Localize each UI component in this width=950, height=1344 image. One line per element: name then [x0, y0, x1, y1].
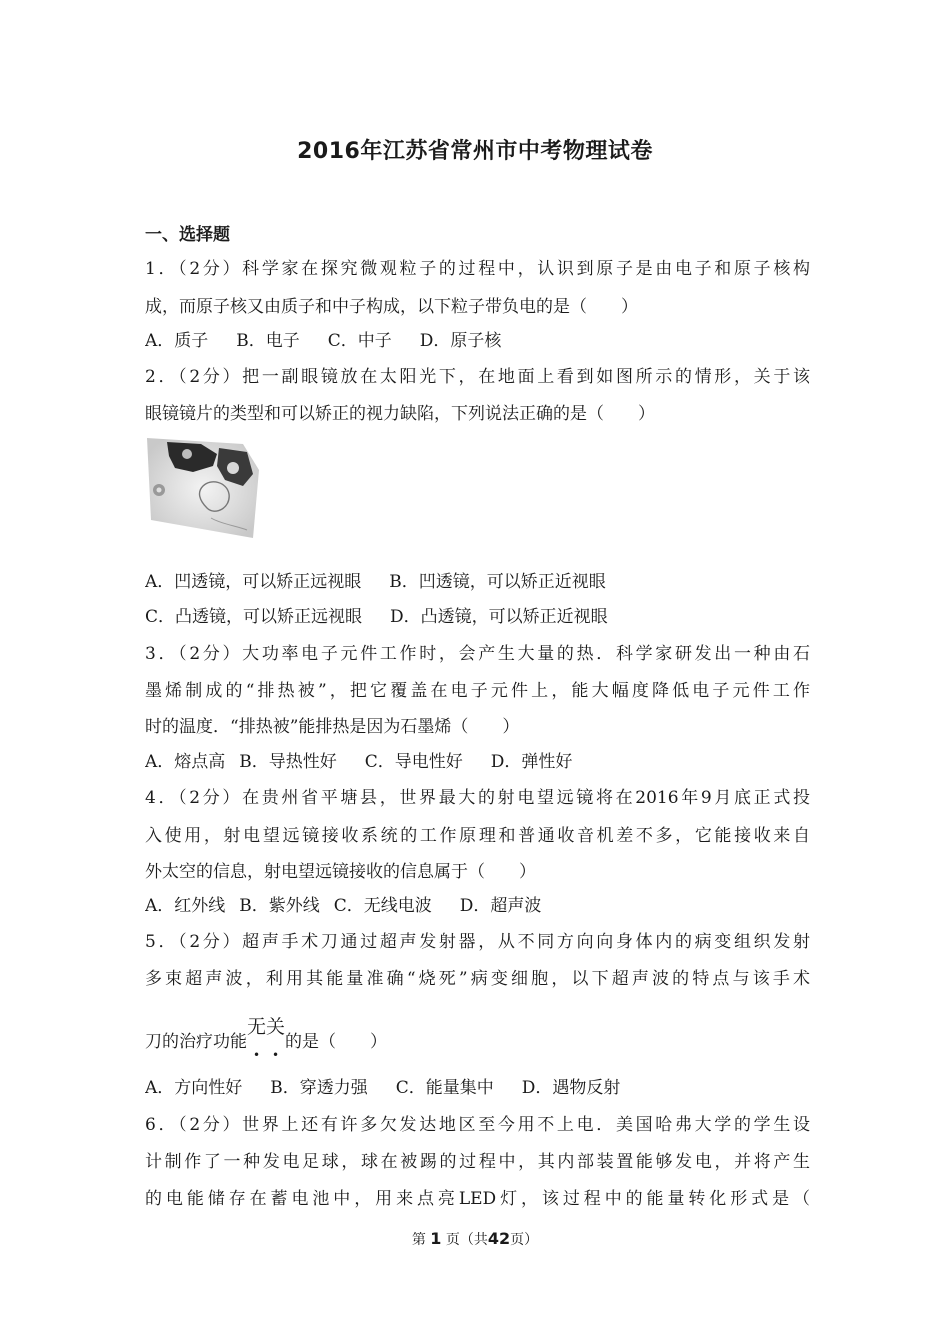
option-d: D．超声波 — [459, 896, 542, 916]
question-5-line-3 — [145, 1016, 810, 1062]
glasses-shadow-figure — [147, 438, 259, 538]
question-1-line-2: 成，而原子核又由质子和中子构成，以下粒子带负电的是（ ） — [145, 297, 638, 317]
question-3-line-3: 时的温度．“排热被”能排热是因为石墨烯（ ） — [145, 717, 520, 737]
question-2-line-2: 眼镜镜片的类型和可以矫正的视力缺陷，下列说法正确的是（ ） — [145, 404, 655, 424]
emphasis-mark — [247, 1016, 286, 1062]
option-b: B．凹透镜，可以矫正近视眼 — [389, 572, 606, 592]
question-2-options-row-2 — [145, 606, 810, 628]
option-d: D．凸透镜，可以矫正近视眼 — [390, 607, 608, 627]
option-c: C．无线电波 — [333, 896, 432, 916]
question-4-line-1: 4．（2分）在贵州省平塘县，世界最大的射电望远镜将在2016年9月底正式投 — [145, 788, 810, 808]
footer-prefix: 第 — [411, 1232, 426, 1248]
option-a: A．红外线 — [145, 896, 226, 916]
question-5-text-after: 的是（ ） — [285, 1032, 388, 1052]
question-5-line-2: 多束超声波，利用其能量准确“烧死”病变细胞，以下超声波的特点与该手术 — [145, 969, 810, 989]
option-a: A．方向性好 — [145, 1078, 243, 1098]
option-b: B．导热性好 — [239, 752, 337, 772]
question-5-text-before: 刀的治疗功能 — [145, 1032, 247, 1052]
option-c: C．凸透镜，可以矫正远视眼 — [145, 607, 363, 627]
question-3-options — [145, 751, 810, 773]
option-a: A．熔点高 — [145, 752, 226, 772]
option-b: B．穿透力强 — [270, 1078, 368, 1098]
section-heading-choice: 一、选择题 — [145, 225, 230, 245]
option-c: C．导电性好 — [364, 752, 463, 772]
question-3-line-2: 墨烯制成的“排热被”，把它覆盖在电子元件上，能大幅度降低电子元件工作 — [145, 681, 810, 701]
option-b: B．电子 — [236, 331, 300, 351]
question-4-options — [145, 895, 810, 917]
question-2-line-1: 2．（2分）把一副眼镜放在太阳光下，在地面上看到如图所示的情形，关于该 — [145, 367, 810, 387]
question-1-line-1: 1．（2分）科学家在探究微观粒子的过程中，认识到原子是由电子和原子核构 — [145, 259, 810, 279]
option-b: B．紫外线 — [239, 896, 320, 916]
option-d: D．弹性好 — [490, 752, 573, 772]
option-a: A．凹透镜，可以矫正远视眼 — [145, 572, 362, 592]
option-d: D．原子核 — [419, 331, 502, 351]
question-6-line-3: 的电能储存在蓄电池中，用来点亮LED灯，该过程中的能量转化形式是（ — [145, 1189, 810, 1209]
question-5-line-1: 5．（2分）超声手术刀通过超声发射器，从不同方向向身体内的病变组织发射 — [145, 932, 810, 952]
question-2-options-row-1 — [145, 571, 810, 593]
question-3-line-1: 3．（2分）大功率电子元件工作时，会产生大量的热．科学家研发出一种由石 — [145, 644, 810, 664]
emphasis-dots: • • — [252, 1048, 280, 1062]
question-4-line-3: 外太空的信息，射电望远镜接收的信息属于（ ） — [145, 862, 536, 882]
footer-middle: 页（共 — [445, 1232, 488, 1248]
question-4-line-2: 入使用，射电望远镜接收系统的工作原理和普通收音机差不多，它能接收来自 — [145, 826, 810, 846]
total-page-count: 42 — [487, 1229, 511, 1248]
current-page-number: 1 — [430, 1229, 442, 1248]
question-6-line-2: 计制作了一种发电足球，球在被踢的过程中，其内部装置能够发电，并将产生 — [145, 1152, 810, 1172]
emphasized-word: 无关 — [247, 1016, 286, 1038]
page-title: 2016年江苏省常州市中考物理试卷 — [297, 139, 653, 164]
option-a: A．质子 — [145, 331, 209, 351]
page-footer — [0, 1229, 950, 1249]
footer-suffix: 页） — [510, 1232, 539, 1248]
option-c: C．能量集中 — [395, 1078, 494, 1098]
option-d: D．遇物反射 — [521, 1078, 621, 1098]
question-1-options — [145, 330, 810, 352]
option-c: C．中子 — [327, 331, 392, 351]
question-5-options — [145, 1077, 810, 1099]
question-6-line-1: 6．（2分）世界上还有许多欠发达地区至今用不上电．美国哈弗大学的学生设 — [145, 1115, 810, 1135]
